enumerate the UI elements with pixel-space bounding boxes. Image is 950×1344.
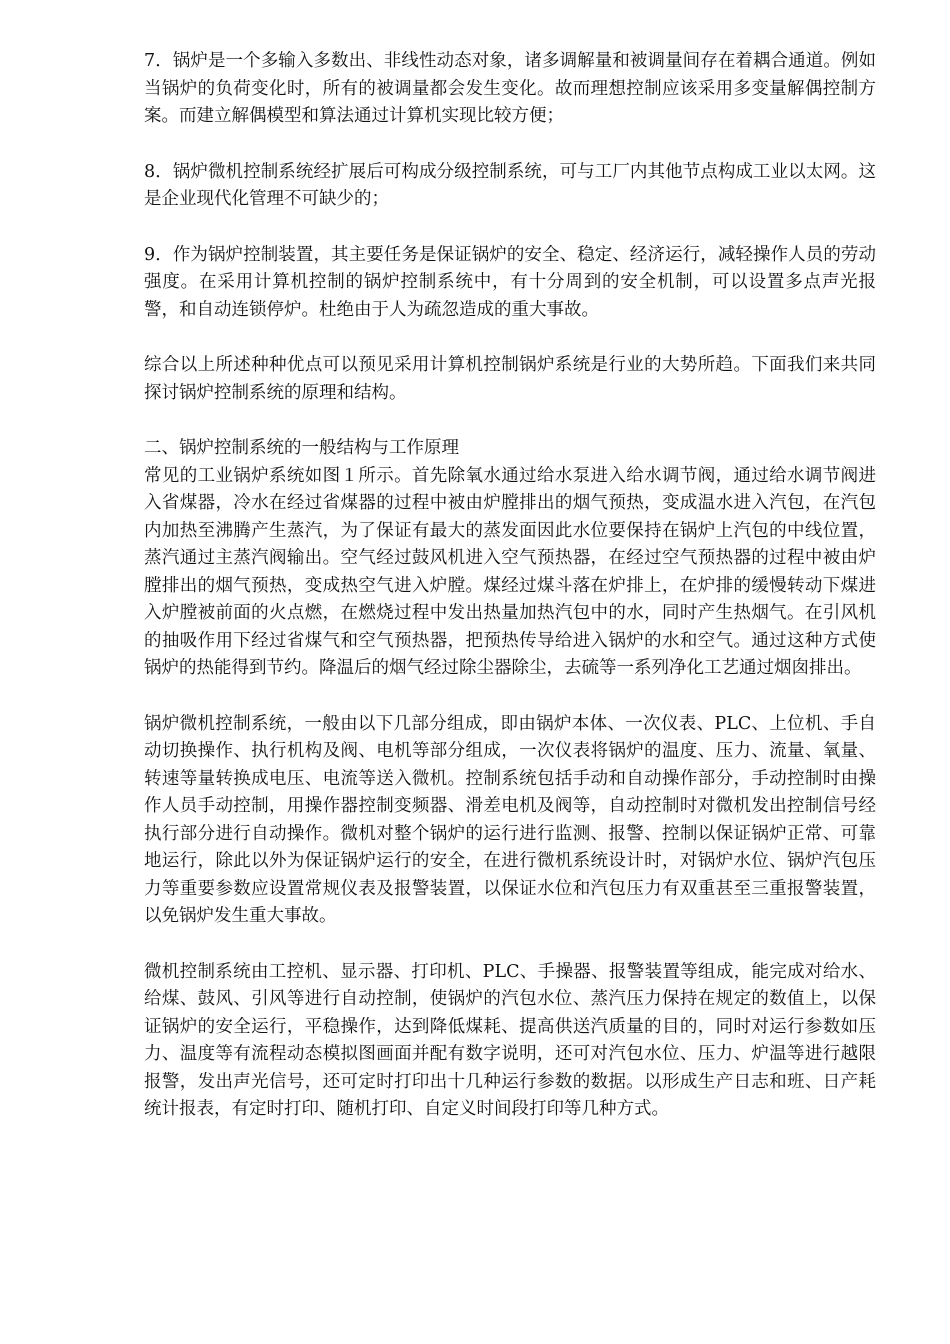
section-paragraph-microcomputer-system: 微机控制系统由工控机、显示器、打印机、PLC、手操器、报警装置等组成，能完成对给水、给煤、鼓风、引风等进行自动控制，使锅炉的汽包水位、蒸汽压力保持在规定的数值上，以保证锅炉的安全运行，平稳操作，达到降低煤耗、提高供送汽质量的目的，同时对运行参数如压力、温度等有流程动态模拟图画面并配有数字说明，还可对汽包水位、压力、炉温等进行越限报警，发出声光信号，还可定时打印出十几种运行参数的数据。以形成生产日志和班、日产耗统计报表，有定时打印、随机打印、自定义时间段打印等几种方式。 [144, 961, 876, 1119]
document-body [144, 48, 876, 1152]
paragraph-item-8: 8．锅炉微机控制系统经扩展后可构成分级控制系统，可与工厂内其他节点构成工业以太网。这是企业现代化管理不可缺少的； [144, 161, 876, 209]
section-paragraph-system-flow: 常见的工业锅炉系统如图１所示。首先除氧水通过给水泵进入给水调节阀，通过给水调节阀进入省煤器，冷水在经过省煤器的过程中被由炉膛排出的烟气预热，变成温水进入汽包，在汽包内加热至沸腾产生蒸汽，为了保证有最大的蒸发面因此水位要保持在锅炉上汽包的中线位置，蒸汽通过主蒸汽阀输出。空气经过鼓风机进入空气预热器，在经过空气预热器的过程中被由炉膛排出的烟气预热，变成热空气进入炉膛。煤经过煤斗落在炉排上，在炉排的缓慢转动下煤进入炉膛被前面的火点燃，在燃烧过程中发出热量加热汽包中的水，同时产生热烟气。在引风机的抽吸作用下经过省煤气和空气预热器，把预热传导给进入锅炉的水和空气。通过这种方式使锅炉的热能得到节约。降温后的烟气经过除尘器除尘，去硫等一系列净化工艺通过烟囱排出。 [144, 465, 876, 678]
section-paragraph-control-components: 锅炉微机控制系统，一般由以下几部分组成，即由锅炉本体、一次仪表、PLC、上位机、手自动切换操作、执行机构及阀、电机等部分组成，一次仪表将锅炉的温度、压力、流量、氧量、转速等量转换成电压、电流等送入微机。控制系统包括手动和自动操作部分，手动控制时由操作人员手动控制，用操作器控制变频器、滑差电机及阀等，自动控制时对微机发出控制信号经执行部分进行自动操作。微机对整个锅炉的运行进行监测、报警、控制以保证锅炉正常、可靠地运行，除此以外为保证锅炉运行的安全，在进行微机系统设计时，对锅炉水位、锅炉汽包压力等重要参数应设置常规仪表及报警装置，以保证水位和汽包压力有双重甚至三重报警装置，以免锅炉发生重大事故。 [144, 713, 876, 926]
summary-paragraph: 综合以上所述种种优点可以预见采用计算机控制锅炉系统是行业的大势所趋。下面我们来共同探讨锅炉控制系统的原理和结构。 [144, 355, 876, 403]
paragraph-item-7: 7．锅炉是一个多输入多数出、非线性动态对象，诸多调解量和被调量间存在着耦合通道。例如当锅炉的负荷变化时，所有的被调量都会发生变化。故而理想控制应该采用多变量解偶控制方案。而建立解偶模型和算法通过计算机实现比较方便； [144, 51, 876, 126]
paragraph-item-9: 9．作为锅炉控制装置，其主要任务是保证锅炉的安全、稳定、经济运行，减轻操作人员的劳动强度。在采用计算机控制的锅炉控制系统中，有十分周到的安全机制，可以设置多点声光报警，和自动连锁停炉。杜绝由于人为疏忽造成的重大事故。 [144, 244, 876, 320]
section-heading: 二、锅炉控制系统的一般结构与工作原理 [144, 438, 459, 458]
